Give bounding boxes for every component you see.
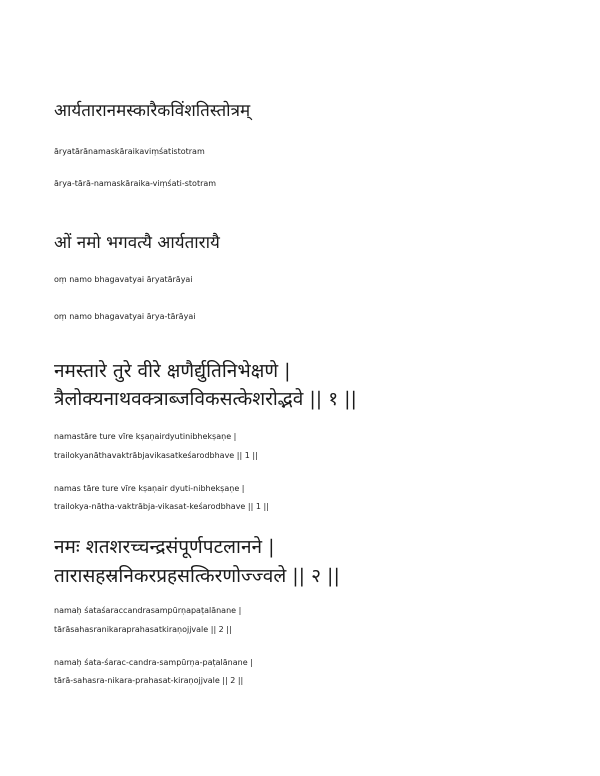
verse-1-devanagari-line-1: नमस्तारे तुरे वीरे क्षणैर्द्युतिनिभेक्षणे | (54, 360, 291, 382)
invocation-iast-split: oṃ namo bhagavatyai ārya-tārāyai (54, 312, 196, 321)
invocation-iast: oṃ namo bhagavatyai āryatārāyai (54, 275, 193, 284)
title-iast-split: ārya-tārā-namaskāraika-viṃśati-stotram (54, 179, 217, 188)
verse-1-iast-line-1: namastāre ture vīre kṣaṇairdyutinibhekṣaṇe | (54, 432, 237, 441)
invocation-devanagari: ओं नमो भगवत्यै आर्यतारायै (54, 233, 220, 253)
verse-2-iast-split-line-2: tārā-sahasra-nikara-prahasat-kiraṇojjvale || 2 || (54, 676, 244, 685)
title-iast: āryatārānamaskāraikaviṃśatistotram (54, 147, 205, 156)
title-devanagari: आर्यतारानमस्कारैकविंशतिस्तोत्रम् (54, 101, 251, 121)
verse-1-iast-split-line-1: namas tāre ture vīre kṣaṇair dyuti-nibhekṣaṇe | (54, 484, 245, 493)
verse-1-iast-split-line-2: trailokya-nātha-vaktrābja-vikasat-keśarodbhave || 1 || (54, 502, 269, 511)
verse-1-devanagari-line-2: त्रैलोक्यनाथवक्त्राब्जविकसत्केशरोद्भवे || १ || (54, 388, 357, 410)
verse-2-iast-line-1: namaḥ śataśaraccandrasampūrṇapaṭalānane | (54, 606, 242, 615)
verse-2-iast-line-2: tārāsahasranikaraprahasatkiraṇojjvale || 2 || (54, 625, 232, 634)
verse-2-iast-split-line-1: namaḥ śata-śarac-candra-sampūrṇa-paṭalānane | (54, 658, 253, 667)
verse-2-devanagari-line-1: नमः शतशरच्चन्द्रसंपूर्णपटलानने | (54, 536, 275, 558)
verse-1-iast-line-2: trailokyanāthavaktrābjavikasatkeśarodbhave || 1 || (54, 451, 258, 460)
verse-2-devanagari-line-2: तारासहस्रनिकरप्रहसत्किरणोज्ज्वले || २ || (54, 565, 340, 587)
